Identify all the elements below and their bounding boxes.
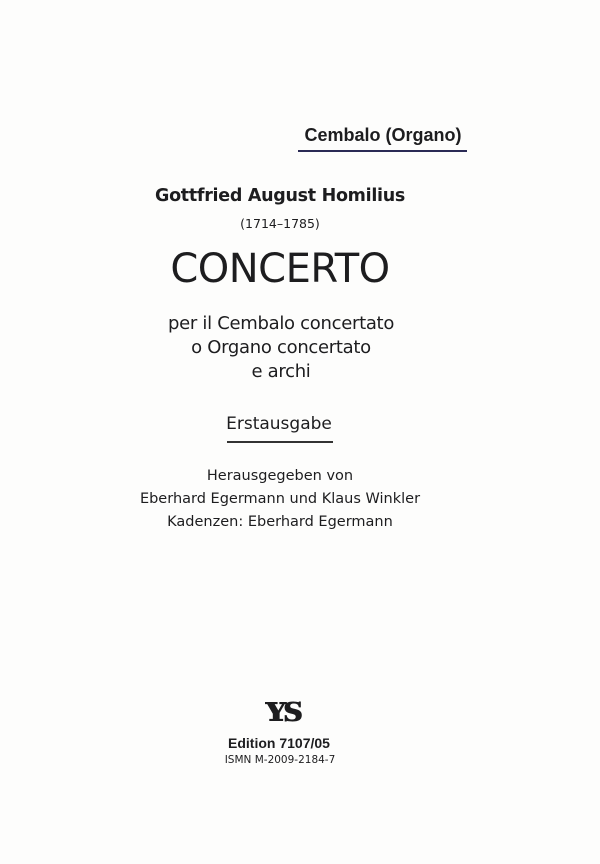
subtitle-line: per il Cembalo concertato [167,313,395,334]
ismn: ISMN M-2009-2184-7 [224,754,336,766]
editor-line: Eberhard Egermann und Klaus Winkler [139,491,421,507]
instrument-underline [298,150,467,152]
publisher-logo-icon: ʏꜱ [262,688,298,730]
instrument-label: Cembalo (Organo) [304,125,462,145]
subtitle-line: o Organo concertato [191,337,371,358]
editor-line: Herausgegeben von [206,468,354,484]
editor-line: Kadenzen: Eberhard Egermann [167,514,393,530]
subtitle-line: e archi [251,361,311,382]
composer-dates: (1714–1785) [240,216,320,231]
work-title: CONCERTO [170,246,390,292]
edition-number: Edition 7107/05 [228,735,330,751]
composer-name: Gottfried August Homilius [155,186,405,206]
first-edition-underline [227,441,333,443]
first-edition-label: Erstausgabe [226,414,332,434]
